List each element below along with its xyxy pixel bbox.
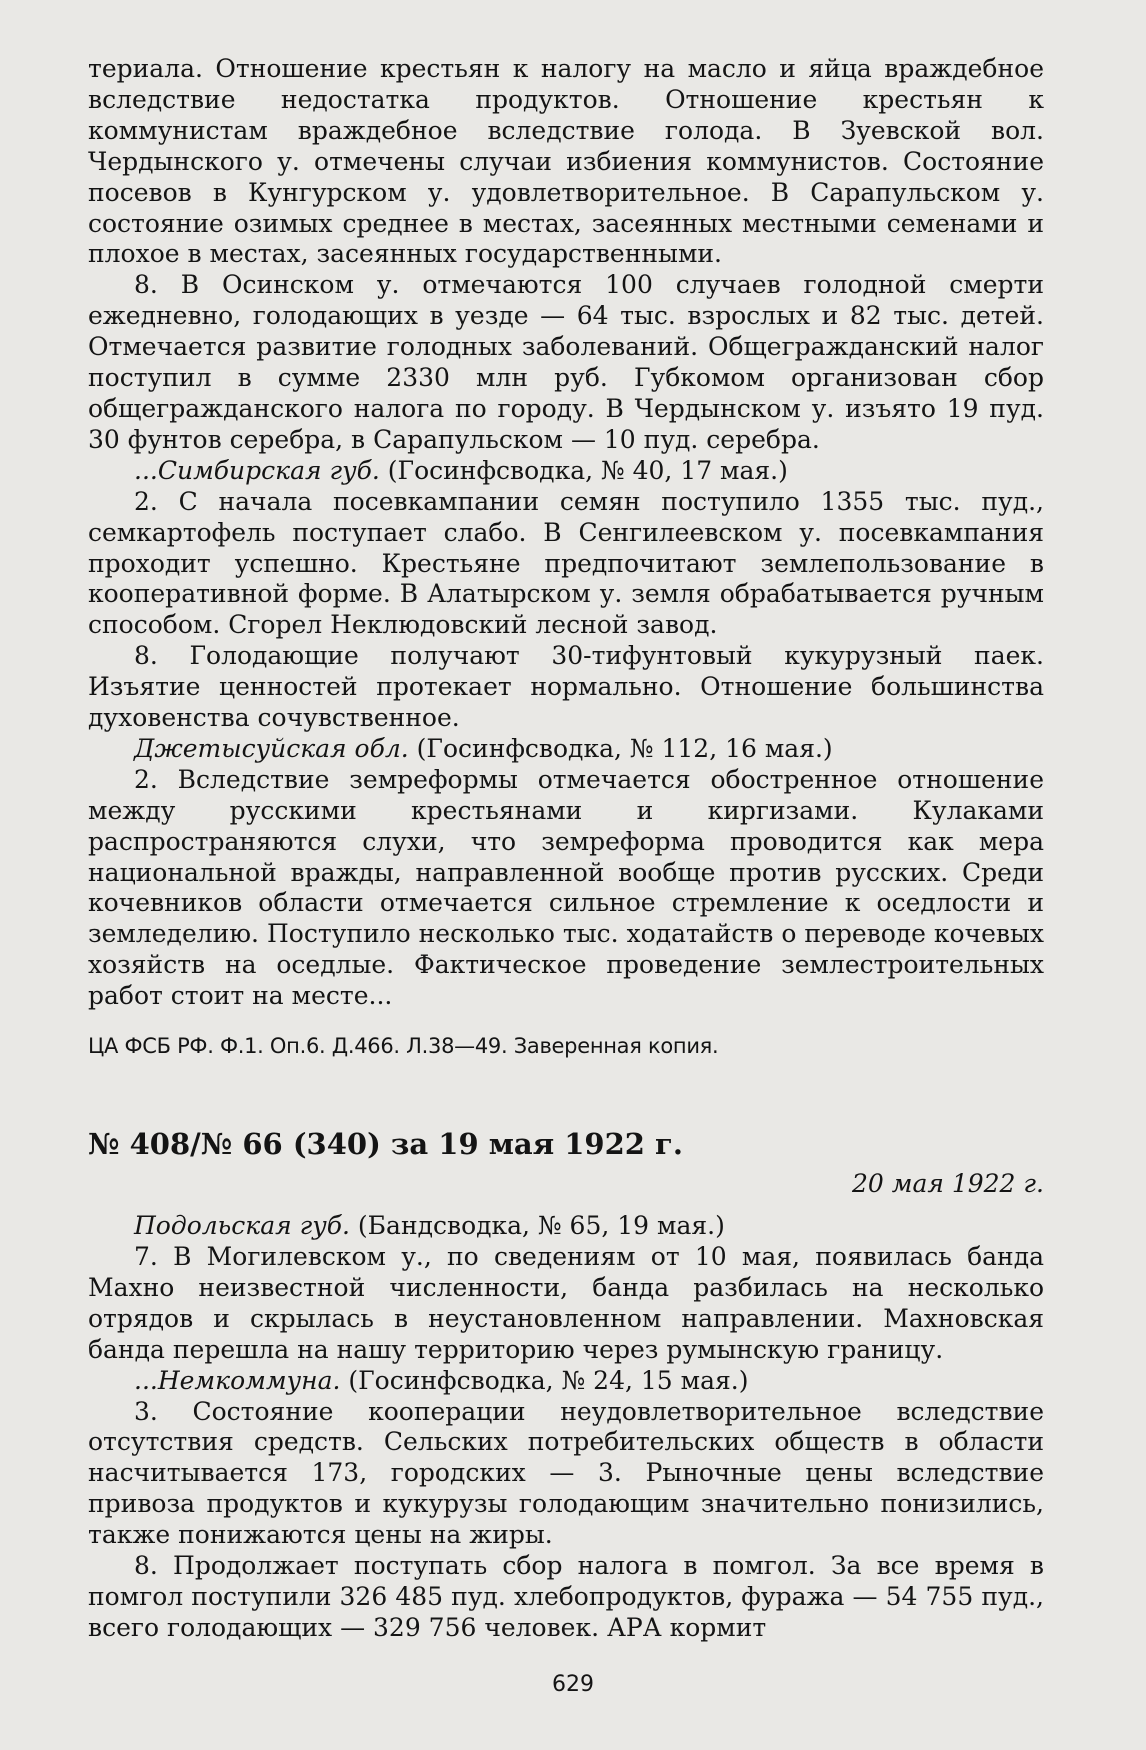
source-reference: (Госинфсводка, № 24, 15 мая.) [340,1365,749,1395]
source-line-podolsk [88,1211,1044,1242]
paragraph-item-8-nemkommuna: 8. Продолжает поступать сбор налога в помгол. За все время в помгол поступили 326 485 пуд. хлебопродуктов, фуража — 54 755 пуд., всего голодающих — 329 756 человек. АРА кормит [88,1551,1044,1642]
source-reference: (Госинфсводка, № 112, 16 мая.) [408,733,833,763]
region-name: Подольская губ. [134,1211,350,1241]
paragraph-item-2-dzhetysu: 2. Вследствие земреформы отмечается обостренное отношение между русскими крестьянами и киргизами. Кулаками распространяются слухи, что земреформа проводится как мера национальной вражды, направленной вообще против русских. Среди кочевников области отмечается сильное стремление к оседлости и земледелию. Поступило несколько тыс. ходатайств о переводе кочевых хозяйств на оседлые. Фактическое проведение землестроительных работ стоит на месте... [88,764,1044,1011]
region-name: ...Немкоммуна. [134,1365,341,1395]
page-number: 629 [552,1672,594,1697]
source-line-nemkommuna [88,1366,1044,1397]
document-date: 20 мая 1922 г. [851,1169,1044,1199]
document-heading: № 408/№ 66 (340) за 19 мая 1922 г. [88,1127,683,1162]
region-name: Джетысуйская обл. [134,733,409,763]
paragraph-item-8-osinsky: 8. В Осинском у. отмечаются 100 случаев голодной смерти ежедневно, голодающих в уезде — 64 тыс. взрослых и 82 тыс. детей. Отмечается развитие голодных заболеваний. Общегражданский налог поступил в сумме 2330 млн руб. Губкомом организован сбор общегражданского налога по городу. В Чердынском у. изъято 19 пуд. 30 фунтов серебра, в Сарапульском — 10 пуд. серебра. [88,270,1044,454]
archive-reference: ЦА ФСБ РФ. Ф.1. Оп.6. Д.466. Л.38—49. Заверенная копия. [88,1034,719,1059]
paragraph-item-7-mogilev: 7. В Могилевском у., по сведениям от 10 мая, появилась банда Махно неизвестной численности, банда разбилась на несколько отрядов и скрылась в неустановленном направлении. Махновская банда перешла на нашу территорию через румынскую границу. [88,1242,1044,1364]
paragraph-continuation: териала. Отношение крестьян к налогу на масло и яйца враждебное вследствие недостатка продуктов. Отношение крестьян к коммунистам враждебное вследствие голода. В Зуевской вол. Чердынского у. отмечены случаи избиения коммунистов. Состояние посевов в Кунгурском у. удовлетворительное. В Сарапульском у. состояние озимых среднее в местах, засеянных местными семенами и плохое в местах, засеянных государственными. [88,54,1044,269]
source-reference: (Госинфсводка, № 40, 17 мая.) [379,455,788,485]
source-reference: (Бандсводка, № 65, 19 мая.) [349,1211,725,1241]
paragraph-item-3-nemkommuna: 3. Состояние кооперации неудовлетворительное вследствие отсутствия средств. Сельских потребительских обществ в области насчитывается 173, городских — 3. Рыночные цены вследствие привоза продуктов и кукурузы голодающим значительно понизились, также понижаются цены на жиры. [88,1396,1044,1550]
source-line-simbirsk [88,456,1044,487]
paragraph-item-2-simbirsk: 2. С начала посевкампании семян поступило 1355 тыс. пуд., семкартофель поступает слабо. В Сенгилеевском у. посевкампания проходит успешно. Крестьяне предпочитают землепользование в кооперативной форме. В Алатырском у. земля обрабатывается ручным способом. Сгорел Неклюдовский лесной завод. [88,486,1044,640]
source-line-dzhetysu [88,734,1044,765]
paragraph-item-8-simbirsk: 8. Голодающие получают 30-тифунтовый кукурузный паек. Изъятие ценностей протекает нормально. Отношение большинства духовенства сочувственное. [88,641,1044,733]
region-name: ...Симбирская губ. [134,455,380,485]
